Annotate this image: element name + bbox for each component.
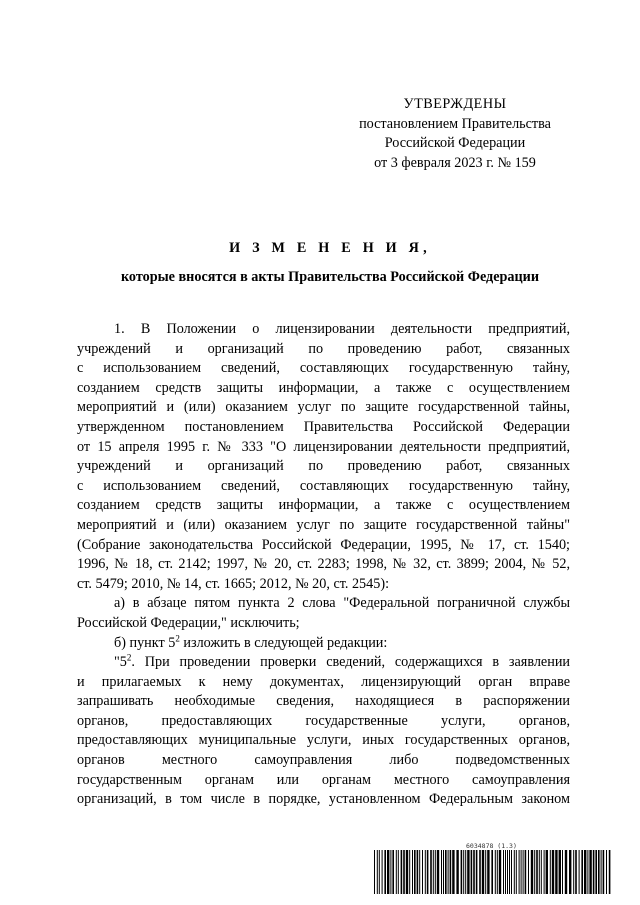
- quote-text: "5: [114, 654, 127, 671]
- title-main: И З М Е Н Е Н И Я,: [229, 240, 431, 256]
- body-line: запрашивать необходимые сведения, находящиеся в распоряжении: [77, 693, 570, 710]
- approval-line-1: постановлением Правительства: [359, 115, 551, 132]
- body-line: органов местного самоуправления либо подведомственных: [77, 752, 570, 769]
- body-line: органов, предоставляющих государственные услуги, органов,: [77, 712, 570, 729]
- item-b-text: б) пункт 5: [114, 634, 176, 651]
- approval-stamp: [330, 95, 580, 173]
- item-b-superscript: 2: [175, 632, 180, 643]
- body-line: созданием средств защиты информации, а также с осуществлением: [77, 379, 570, 396]
- document-barcode: [374, 842, 614, 896]
- quote-text-end: . При проведении проверки сведений, содержащихся в заявлении: [131, 654, 570, 671]
- body-line: государственным органам или органам местного самоуправления: [77, 771, 570, 788]
- body-line: от 15 апреля 1995 г. № 333 "О лицензировании деятельности предприятий,: [77, 438, 570, 455]
- barcode-code: 6034878 (1.3): [466, 842, 517, 850]
- body-line: а) в абзаце пятом пункта 2 слова "Федеральной пограничной службы: [114, 595, 570, 612]
- body-line: созданием средств защиты информации, а также с осуществлением: [77, 497, 570, 514]
- body-text: [77, 320, 570, 810]
- body-line: организаций, в том числе в порядке, установленном Федеральным законом: [77, 791, 570, 808]
- barcode-icon: [374, 850, 614, 894]
- body-line: и прилагаемых к нему документах, лицензирующий орган вправе: [77, 673, 570, 690]
- body-line: с использованием сведений, составляющих государственную тайну,: [77, 360, 570, 377]
- body-line: мероприятий и (или) оказанием услуг по защите государственной тайны": [77, 516, 570, 533]
- body-line: утвержденном постановлением Правительства Российской Федерации: [77, 418, 570, 435]
- quote-line: [77, 653, 570, 673]
- body-line: предоставляющих муниципальные услуги, иных государственных органов,: [77, 732, 570, 749]
- approval-heading: УТВЕРЖДЕНЫ: [403, 96, 507, 112]
- body-line: 1. В Положении о лицензировании деятельности предприятий,: [114, 321, 570, 337]
- item-b-text-end: изложить в следующей редакции:: [179, 634, 388, 651]
- body-line: Российской Федерации," исключить;: [77, 614, 300, 631]
- approval-line-2: Российской Федерации: [384, 135, 526, 151]
- body-line: учреждений и организаций по проведению работ, связанных: [77, 458, 570, 475]
- title-subtitle: которые вносятся в акты Правительства Российской Федерации: [120, 269, 540, 285]
- body-line: (Собрание законодательства Российской Федерации, 1995, № 17, ст. 1540;: [77, 536, 570, 553]
- quote-superscript: 2: [126, 652, 132, 663]
- body-line: ст. 5479; 2010, № 14, ст. 1665; 2012, № 20, ст. 2545):: [77, 575, 390, 592]
- document-title: [60, 238, 600, 287]
- body-line: 1996, № 18, ст. 2142; 1997, № 20, ст. 2283; 1998, № 32, ст. 3899; 2004, № 52,: [77, 556, 570, 573]
- approval-line-3: от 3 февраля 2023 г. № 159: [374, 154, 536, 171]
- body-line: с использованием сведений, составляющих государственную тайну,: [77, 477, 570, 494]
- body-line: учреждений и организаций по проведению работ, связанных: [77, 340, 570, 357]
- item-b-line: [77, 634, 570, 654]
- body-line: мероприятий и (или) оказанием услуг по защите государственной тайны,: [77, 399, 570, 416]
